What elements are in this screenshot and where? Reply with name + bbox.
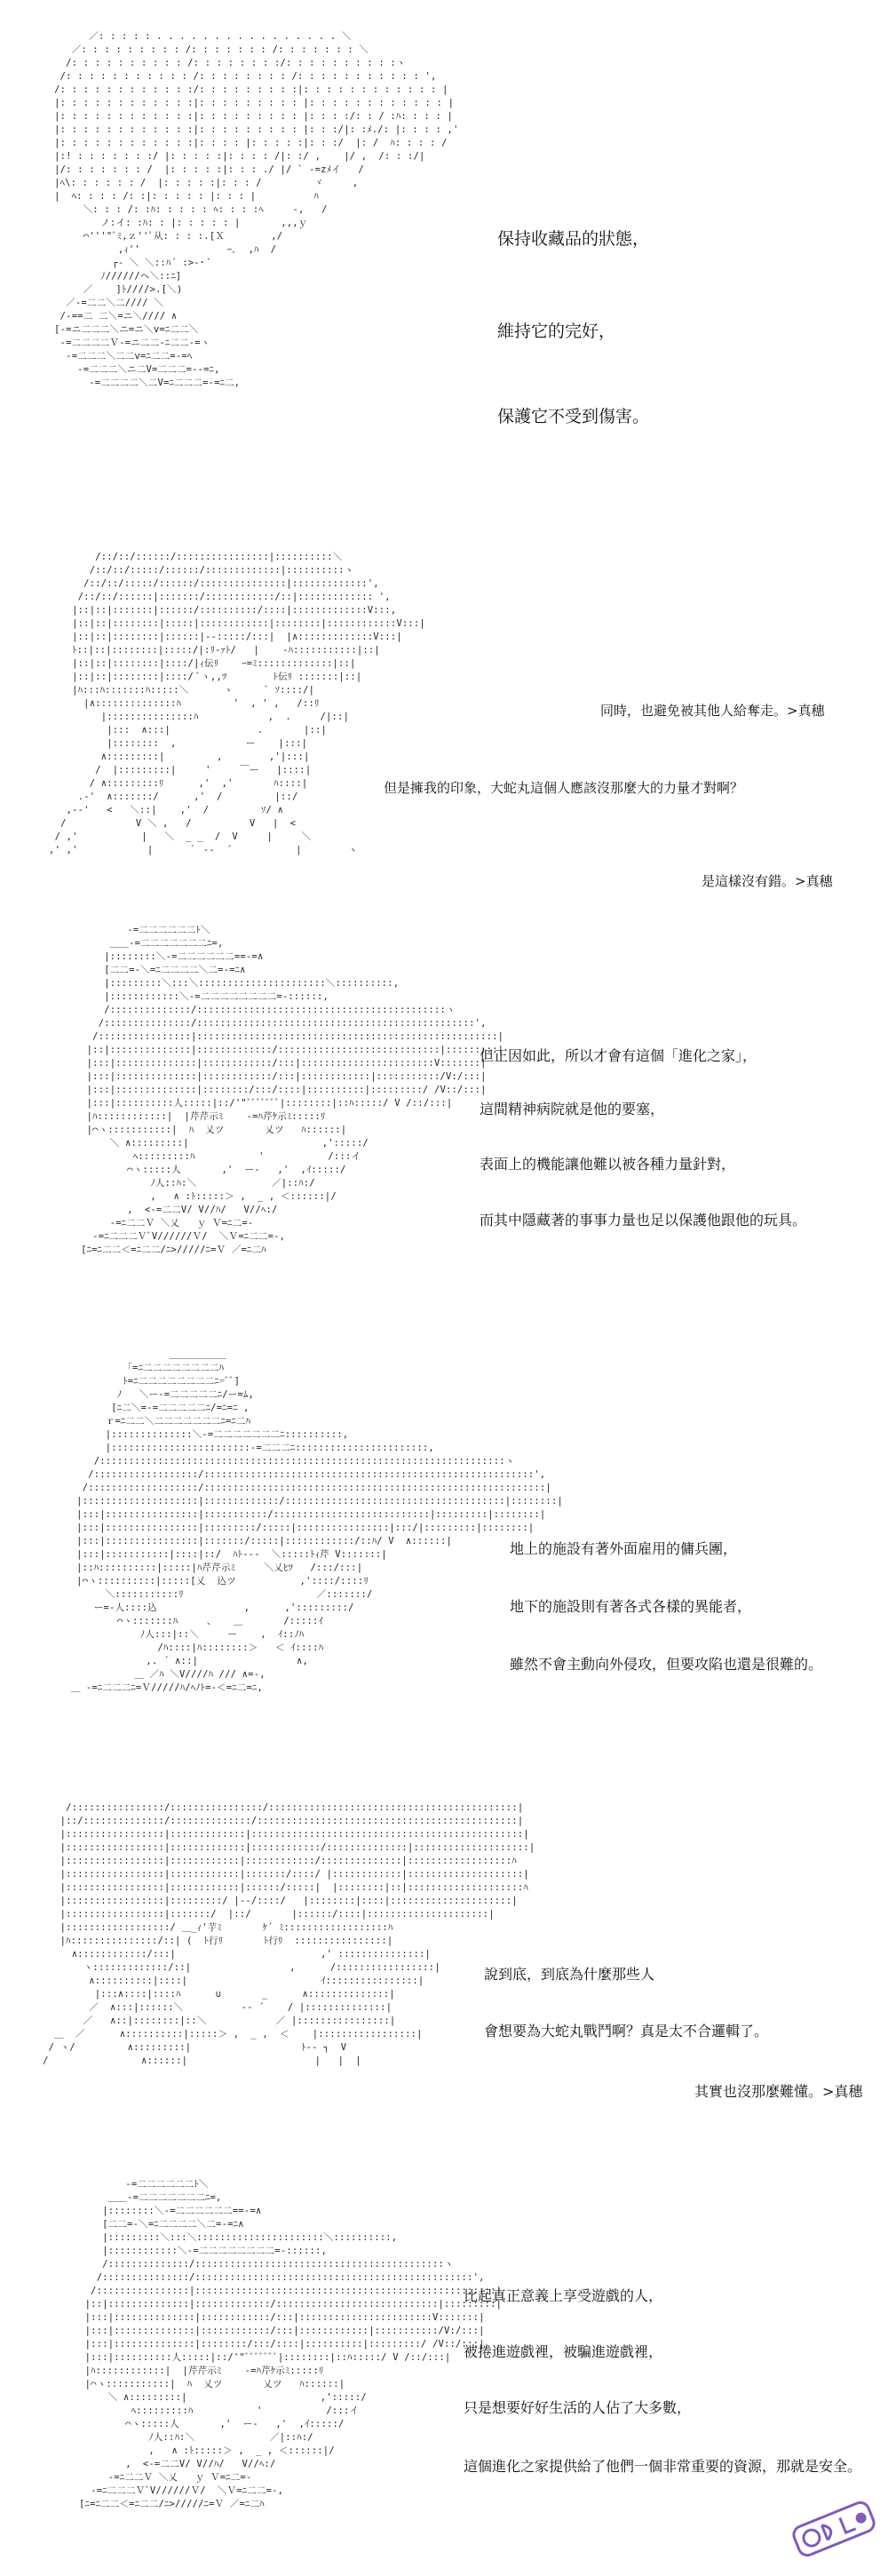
dialogue-line: 被捲進遊戲裡，被騙進遊戲裡，	[464, 2343, 663, 2360]
dialogue-line: 是這樣沒有錯。>真穗	[702, 873, 833, 889]
ascii-art-character-1: ／: : : : : . . . . . . . . . . . . . . . . ＼ ／: : : : : : : : : /: : : : : : : /: : : : : : : ＼ /: : : : : : : : : : /: : : : : : : :/: : : : : : : : : :ヽ /: : : : : : : : : : : /: : : : : : : : /: : : : : : : : : : : ', /: : : : : : : : : : : :/: : : : : : : : :|: : : : : : : : : : : : | |: : : : : : : : : : : :|: : : : : : : : : |: : : : : : : : : : : : | |: : : : : : : : : : : :|: : : : : : : : : |: : : :/: : / :ﾊ: : : : | |: : : : : : : : : : : :|: : : : : : : : : |: : :/|: :ﾒ./: |: : : : ,' |: : : : : : : : : : : :|: : : : |: : : : :|: : :/ |: / ﾊ: : : : / |:! : : : : : : :/ |: : : : :|: : : : /|: :/ , |/ , /: : :/| |/: : : : : : : / |: : : : :|: : : ./ |/ ` ‐=zﾒイ / |ﾍ\: : : : : : / |: : : : :|: : : / ヾ , | ﾍ: : : : /: :|: : : : : |: : : | ﾊ ＼: : : /: :ﾊ: : : : : ﾍ: : : :ﾍ ‐, / ノ:イ: :ﾊ: : |: : : : : | ,,,ｙ ⌒'''"ﾞﾐ,ｚ''ﾟ从: : : :.[Ｘ ,/ ,ｨ'' ｰ､ ,ﾊ / ┌‐ ＼ ＼::ﾊ´ :>-･ ﾞ ﾉ//////ヘ＼::ﾆ] ／ ]ﾄ////>.[＼) ／-=二二＼二//// ＼ /-==二 二＼=ニ＼//// ∧ [-=ニ二二二＼ニ=ニ＼v=ﾆ二二＼ -=二二二二Ｖ-=ニ二二-ﾆ二二-=ヽ -=二二二＼二二v=ﾆ二二=-=ﾍ -=二二二＼ニ二V=二二二=-‐=ﾆ, -=二二二二＼二V=ﾆ二二二=-=ﾆ二,	[54, 31, 459, 388]
dialogue-line: 這個進化之家提供給了他們一個非常重要的資源，那就是安全。	[464, 2458, 862, 2475]
dialogue-line: 其實也沒那麼難懂。>真穗	[694, 2083, 863, 2100]
dialogue-line: 保護它不受到傷害。	[497, 407, 650, 426]
ascii-art-character-4: ＿＿＿＿＿＿ 「=ﾆ二二二二二二二二ﾊ ﾄ=ﾆ二二二二二二二二ﾆ=ﾞﾞ] ﾉ ＼ー‐=二二二二二ﾆ/ー=ﾑ, [ﾆ二＼=-=二二二二二ﾆ/=ﾆ=ﾆ , ｒ=ﾆ二二＼二二二二二二二ﾆ=ﾆ二ﾊ |::::::::::::::＼‐=二二二二二二二ﾆ::::::::::, |::::::::::::::::::::::::‐=二二二ﾆ:::::::::::::::::::::::, /::::::::::::::::::::::::::::::::::::::::::::::::::::::::::::::::::::::ヽ /::::::::::::::::::/:::::::::::::::::::::::::::::::::::::::::::::::::::::::::', /:::::::::::::::::::/:::::::::::::::::::::::::::::::::::::::::::::::::::::::::::| |::::::::::::::::::::|:::::::::::::/::::::::::::::::::::::::::::::::::::::|::::::::| |:::|::::::::::::::::|:::::::::::/:::::::::::::::::::::::::::|:::::::::|::::::::| |:::|::::::::::::::::|:::::::::/:::::|::::::::::::::::|:::/|:::::::::|::::::::| |:::|::::::::::::::::|:::::::/:::::|::::::::::::/::ﾊ/ V ∧::::::| |:::|:::::::::::|::::|::/ ﾊﾄ--‐ ＼:::::ﾄｨ芹 V:::::::| |::ﾊ::::::::::|:::::|ﾊ芹芹示ﾐ ＼乂ﾋﾂ /:::/:::| |⌒ヽ::::::::::|:::::[乂 込ツ ,'::::/::::ﾘ ＼:::::::::::ﾘ ／:::::::/ ー=‐人::::込 , ,':::::::::/ ⌒ヽ:::::::ﾊ 、 ＿ /:::::ｲ ﾉ人:::|::＼ ー , ｲ::ﾉﾊ /ﾊ::::|ﾊ::::::::＞ ＜ ｲ::::ﾊ ,. ´ ∧::| ∧, ＿ ／ﾊ ＼V////ﾊ /// ∧=‐, ＿ -=ﾆ二二二ﾆ=Ｖ/////ﾊ/ﾍﾉﾄ=-＜=ﾆ二=ﾆ,	[70, 1349, 563, 1693]
dialogue-line: 但正因如此，所以才會有這個「進化之家」，	[480, 1047, 757, 1064]
dialogue-line: 比起真正意義上享受遊戲的人，	[464, 2287, 663, 2304]
ascii-art-character-2: /::/::/::::::/::::::::::::::::|::::::::::＼ /::/::/:::::/::::::/:::::::::::::|::::::::::ヽ /::/::/:::::/::::::/:::::::::::::::|:::::::::::::', /::/::/::::::|:::::::/::::::::::::/::|::::::::::::: ', |::|::|:::::::|::::::/::::::::::/::::|:::::::::::::V:::, |::|::|::::::::|:::::|::::::::::::|::::::::|::::::::::::V:::| |::|::|::::::::|::::::|--:::::/:::| |∧:::::::::::::V:::| ﾄ::|::|::::::::|:::::/|:ﾘ-ｧﾄ/ | ‐ﾊ:::::::::::|::| |::|::|::::::::|::::/|ｨ伝ﾘ ｰ=ﾐ:::::::::::::|::| |::|::|::::::::|::::/ ﾞヽ,,ﾂ ﾄ伝ﾘ :::::::|::| |ﾊ:::ﾊ:::::::ﾊ:::::＼ ヽ ﾞ ｿ::::/| |∧::::::::::::::ﾊ ' , ' , /::ﾘ |:::::::::::::::ﾊ , . /|::| |::: ∧:::| . |::| |:::::::: , ー |:::| ∧:::::::::| , ,'|:::| / |:::::::::| ' ￣ー |::::| / ∧:::::::::ﾘ ,' ,' ﾊ::::| .-' ∧:::::::/ ,' / |::/ ,-‐' < ＼::| ,' / ｿ/ ∧ / V ＼ , / V | < / ,' | ＼ _ _ / V | ＼ ,' ,' | ｀ ‐- ´ | ヽ	[49, 552, 425, 855]
dialogue-line: 同時，也避免被其他人給奪走。>真穗	[600, 703, 825, 719]
panel-4	[0, 1324, 888, 1785]
dialogue-line: 只是想要好好生活的人佔了大多數，	[464, 2399, 692, 2416]
dialogue-line: 雖然不會主動向外侵攻，但要攻陷也還是很難的。	[510, 1656, 823, 1673]
dialogue-line: 地下的施設則有著各式各樣的異能者，	[510, 1598, 752, 1615]
dialogue-line: 地上的施設有著外面雇用的傭兵團，	[510, 1540, 738, 1557]
panel-5	[0, 1785, 888, 2167]
panel-6	[0, 2167, 888, 2576]
dialogue-line: 會想要為大蛇丸戰鬥啊？真是太不合邏輯了。	[484, 2023, 769, 2039]
panel-3	[0, 915, 888, 1324]
panel-1	[0, 0, 888, 533]
panel-2	[0, 533, 888, 915]
site-logo-icon	[785, 2489, 883, 2569]
dialogue-line: 保持收藏品的狀態，	[497, 229, 650, 249]
dialogue-line: 說到底，到底為什麼那些人	[484, 1966, 655, 1983]
dialogue-line: 而其中隱藏著的事事力量也足以保護他跟他的玩具。	[480, 1212, 807, 1228]
ascii-art-character-5: /::::::::::::::::/::::::::::::::::/:::::::::::::::::::::::::::::::::::::::::::| |::/::::::::::::::/::::::::::::::/:::::::::::::::::::::::::::::::::::::::::::::| |:::::::::::::::::|:::::::::::::|:::::::::::::::::::::::::::::::::::::::::::::::| |:::::::::::::::::|:::::::::::::|::::::::::::/::::::::::::::|::::::::::::::::::::| |:::::::::::::::::|::::::::::::|::::::::::::/::::::::::::::|::::::::::::::::::ﾊ |:::::::::::::::::|::::::::::::|:::::::/::::/ |::::::::::::|::::::::::::::::::::| |:::::::::::::::::|::::::::::::|::::::/:::::| |::::::::|::|::::::::::::::::::::ﾊ |:::::::::::::::::|:::::::::/ |-‐/::::/ |::::::::|::::|:::::::::::::::::::::| |:::::::::::::::::|:::::::/ |::/ |::::::/::::|:::::::::::::::::::::| |::::::::::::::::::/ ＿_ｨ'芋ﾐ ｹ´ ﾐ::::::::::::::::::ﾊ |ﾊ:::::::::::::::/::| ( ﾄ行ﾘ ﾄ行ﾘ ::::::::::::::::| ∧::::::::::::/:::| ,' :::::::::::::::| ヽ:::::::::::::/::| , /:::::::::::::::::| ∧::::::::::|::::| ｲ::::::::::::::::| |:::∧::::|::::ﾊ ∪ _ ∧::::::::::::::| ／ ∧:::|::::::＼ ‐‐ ´ / |::::::::::::::| ／ ∧::|::::::::|::＼ ／ |::::::::::::::::| ＿ ／ ∧::::::::::|:::::＞ , _ , ＜ |:::::::::::::::::| / ヽ/ ∧:::::::::| ﾄ‐‐ ┐ V / ∧::::::| | | |	[43, 1802, 535, 2066]
dialogue-line: 但是擁我的印象，大蛇丸這個人應該沒那麼大的力量才對啊？	[384, 780, 744, 796]
dialogue-line: 這間精神病院就是他的要塞，	[480, 1101, 665, 1117]
ascii-art-character-3: -=二二二二二二ﾄ＼ ＿＿‐=二二二二二二二ﾆ=, |::::::::＼-=二二二二二二==‐=∧ [二二=-＼=ﾆ二二二二＼二=-=ﾆ∧ |:::::::::＼:::＼::::::::::::::::::::::＼::::::::::, |::::::::::::＼-=二二二二二二二二=-::::::, /::::::::::::::/:::::::::::::::::::::::::::::::::::::::::::ヽ /:::::::::::::::/::::::::::::::::::::::::::::::::::::::::::::::::', /::::::::::::::::|::::::::::::::::::::::::::::::::::::::::::::::::::::| |::|::::::::::::::|:::::::::::::/::::::::::::::::::::::::::::|:::::::::| |:::|::::::::::::::|::::::::::::/:::|:::::::::::::::::::::::V:::::::| |:::|::::::::::::::|::::::::::::/:::|::::::::::::|:::::::::::/V:/:::| |:::|::::::::::::::|::::::::/:::/::::|::::::::::|:::::::::/ /V::/:::| |:::|::::::::::人:::::|::/'"ﾞﾞﾞﾞﾞﾞﾞ|::::::::|::ﾊ:::::/ V /::/:::| |ﾊ::::::::::::| |芹芹示ﾐ ‐=ﾊ芹ｹ示ﾐ:::::ﾘ |⌒ヽ:::::::::::| ﾊ 乂ツ 乂ツ ﾊ::::::| ＼ ∧:::::::::| ,':::::/ ﾍ:::::::::ﾊ ' /:::イ ⌒ヽ:::::人 ,' ー‐ ,' ,ｲ:::::/ ﾉ人::ﾊ:＼ ／|::ﾊ:/ , ∧ :ﾄ:::::＞ , _ , ＜::::::|/ , <‐=二二V/ V//ﾊ/ V//ﾍ:/ -=ﾆ二二Ｖ ＼乂 ｙ Ｖ=ﾆ二=- -=ﾆ二二二ＶﾞV//////Ｖ/ ＼Ｖ=ﾆ二二=-, [ﾆ=ﾆ二二＜=ﾆ二二/ﾆ>/////ﾆ=Ｖ ／=ﾆ二ﾊ	[81, 925, 504, 1255]
dialogue-line: 維持它的完好，	[497, 322, 616, 341]
ascii-art-character-6: -=二二二二二二ﾄ＼ ＿＿‐=二二二二二二二ﾆ=, |::::::::＼-=二二二二二二==‐=∧ [二二=-＼=ﾆ二二二二＼二=-=ﾆ∧ |:::::::::＼:::＼::::::::::::::::::::::＼::::::::::, |::::::::::::＼-=二二二二二二二二=-::::::, /::::::::::::::/:::::::::::::::::::::::::::::::::::::::::::ヽ /:::::::::::::::/::::::::::::::::::::::::::::::::::::::::::::::::', /::::::::::::::::|::::::::::::::::::::::::::::::::::::::::::::::::::::| |::|::::::::::::::|:::::::::::::/::::::::::::::::::::::::::::|:::::::::| |:::|::::::::::::::|::::::::::::/:::|:::::::::::::::::::::::V:::::::| |:::|::::::::::::::|::::::::::::/:::|::::::::::::|:::::::::::/V:/:::| |:::|::::::::::::::|::::::::/:::/::::|::::::::::|:::::::::/ /V::/:::| |:::|::::::::::人:::::|::/'"ﾞﾞﾞﾞﾞﾞﾞ|::::::::|::ﾊ:::::/ V /::/:::| |ﾊ::::::::::::| |芹芹示ﾐ ‐=ﾊ芹ｹ示ﾐ:::::ﾘ |⌒ヽ:::::::::::| ﾊ 乂ツ 乂ツ ﾊ::::::| ＼ ∧:::::::::| ,':::::/ ﾍ:::::::::ﾊ ' /:::イ ⌒ヽ:::::人 ,' ー‐ ,' ,ｲ:::::/ ﾉ人::ﾊ:＼ ／|::ﾊ:/ , ∧ :ﾄ:::::＞ , _ , ＜::::::|/ , <‐=二二V/ V//ﾊ/ V//ﾍ:/ -=ﾆ二二Ｖ ＼乂 ｙ Ｖ=ﾆ二=- -=ﾆ二二二ＶﾞV//////Ｖ/ ＼Ｖ=ﾆ二二=-, [ﾆ=ﾆ二二＜=ﾆ二二/ﾆ>/////ﾆ=Ｖ ／=ﾆ二ﾊ	[79, 2179, 503, 2509]
dialogue-line: 表面上的機能讓他難以被各種力量針對，	[480, 1156, 736, 1173]
